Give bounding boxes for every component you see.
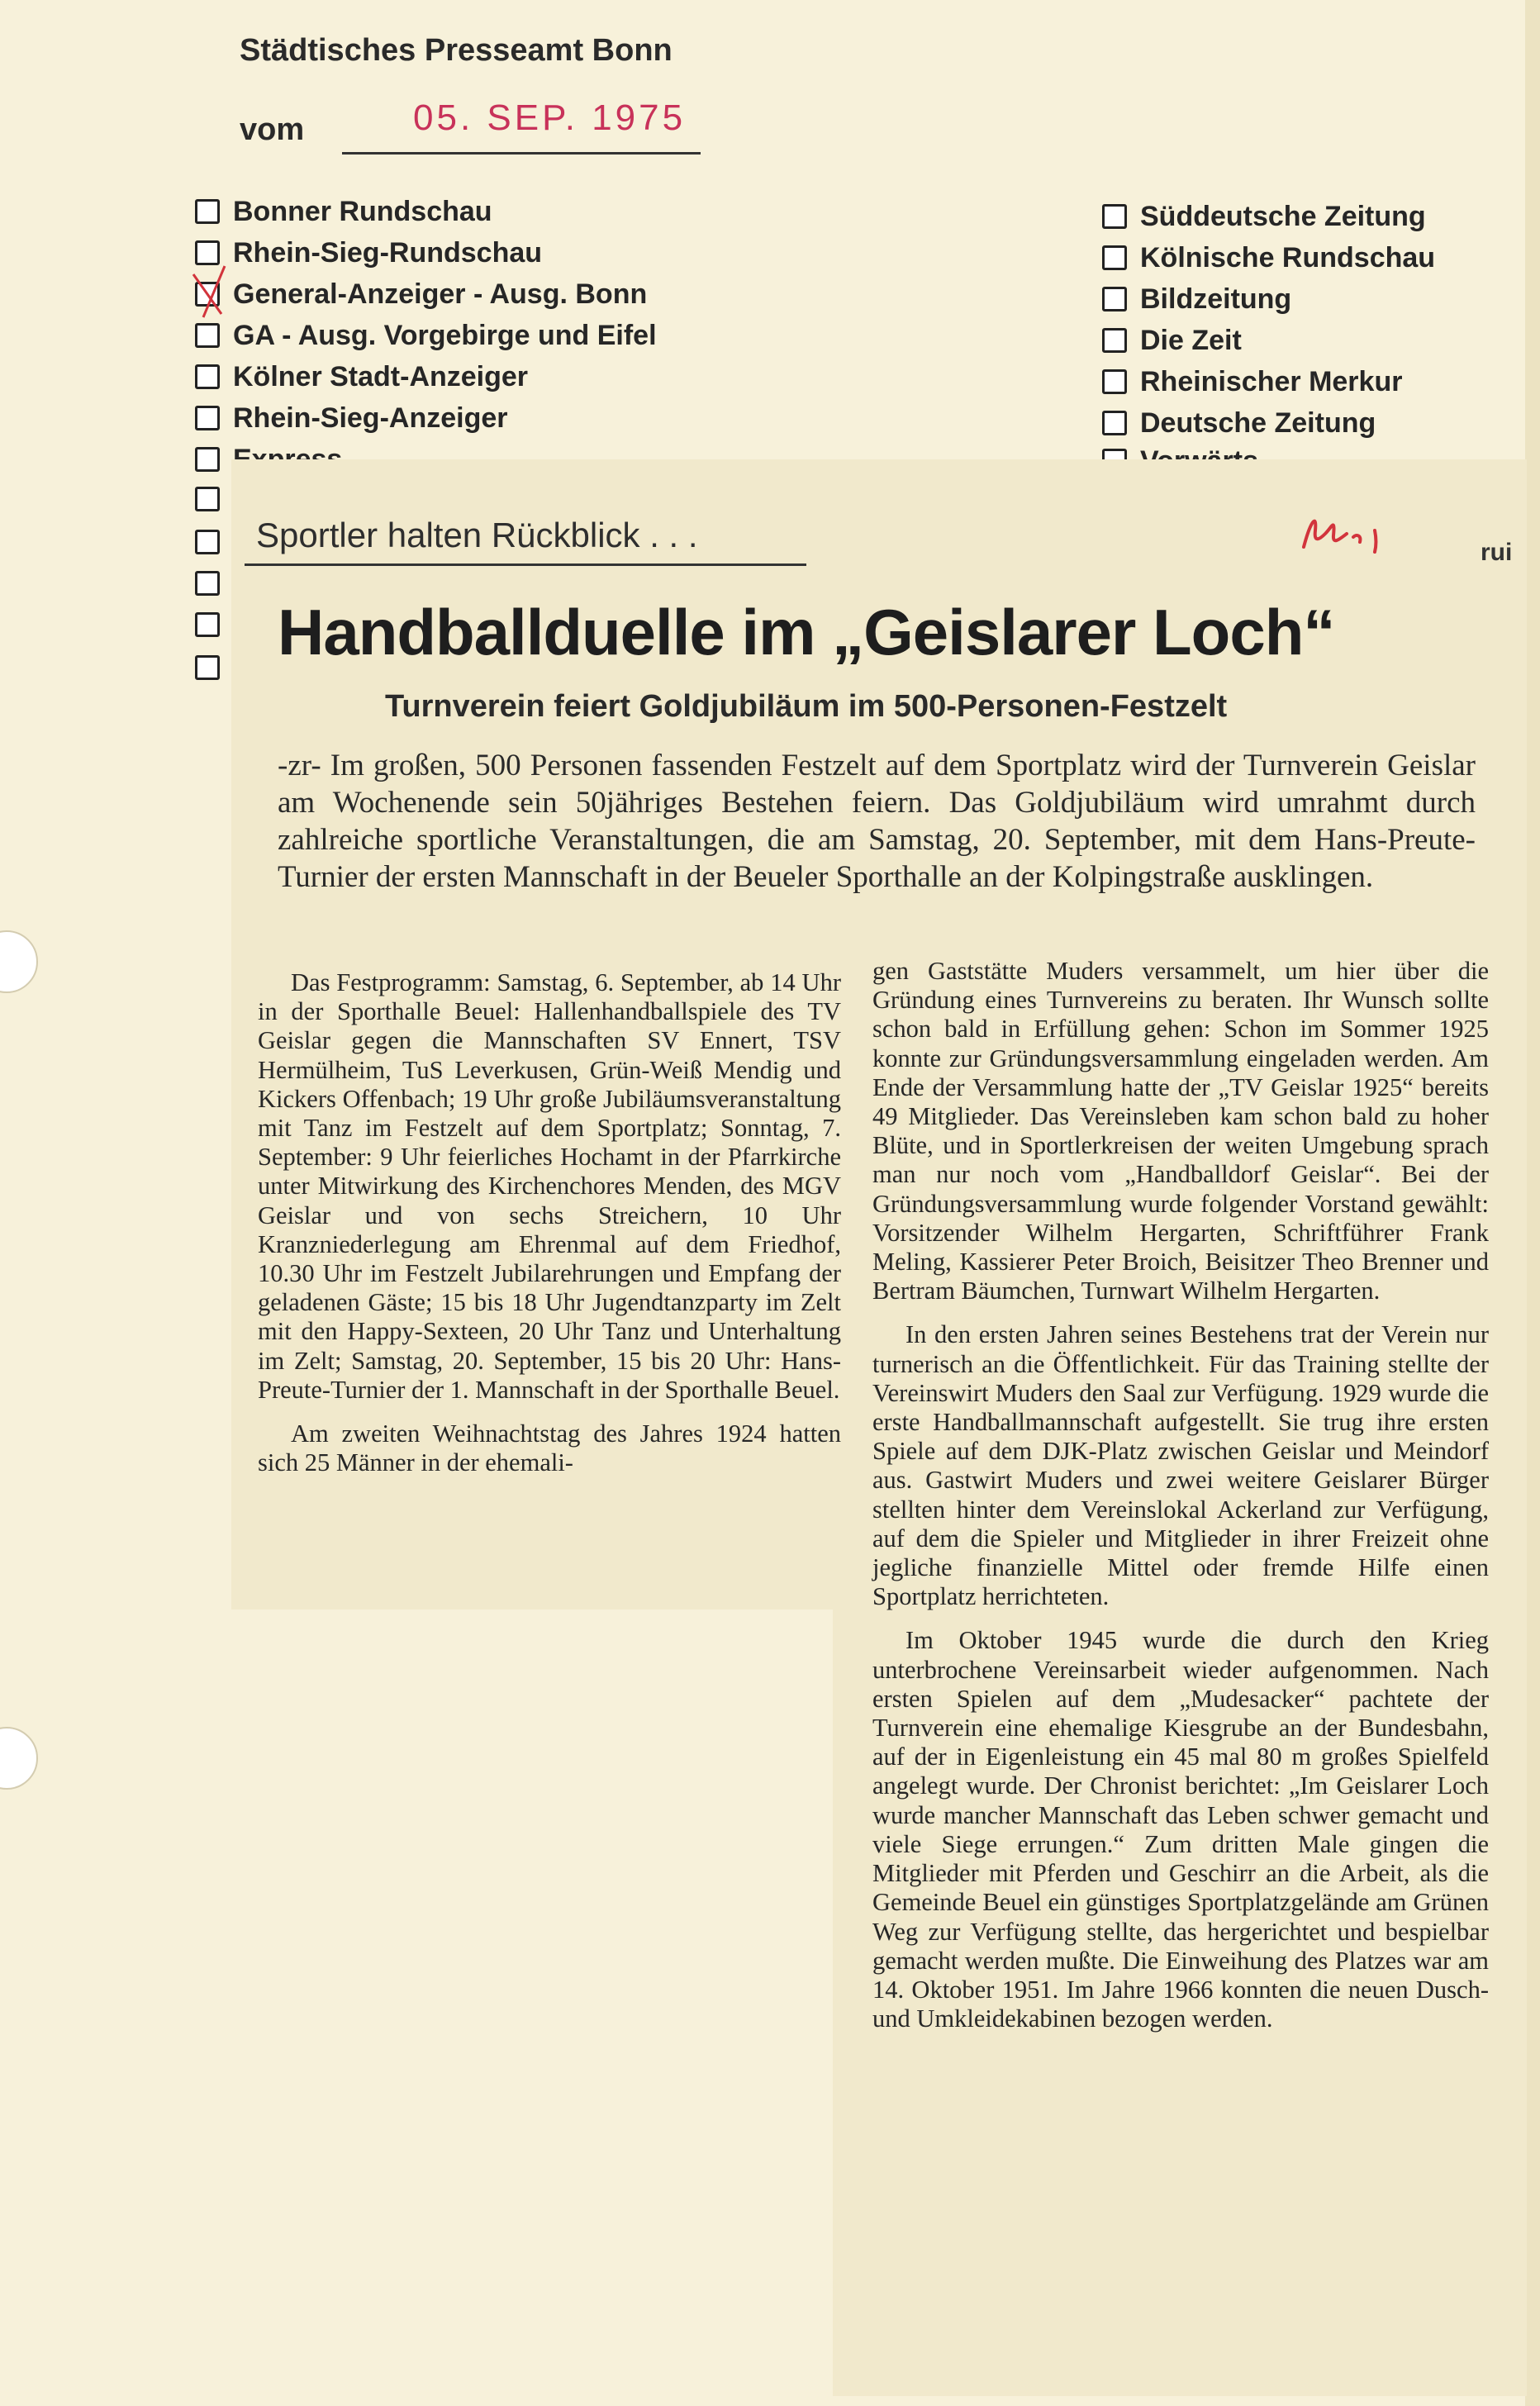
checkbox[interactable] <box>195 612 220 637</box>
newspaper-option[interactable] <box>1102 364 1402 400</box>
newspaper-option[interactable] <box>195 565 220 602</box>
checkbox[interactable] <box>195 655 220 680</box>
paragraph: Im Oktober 1945 wurde die durch den Krieg unterbrochene Vereinsarbeit wieder aufgenommen. Nach ersten Spielen auf dem „Mudesacker“ pachtete der Turnverein eine ehemalige Kiesgrube an der Bundesbahn, auf der in Eigenleistung ein 45 mal 80 m großes Spielfeld angelegt wurde. Der Chronist berichtet: „Im Geislarer Loch wurde mancher Mannschaft das Leben schwer gemacht und viele Siege errungen.“ Zum dritten Male gingen die Mitglieder mit Pferden und Geschirr an die Arbeit, als die Gemeinde Beuel ein günstiges Sportplatzgelände am Grünen Weg zur Verfügung stellte, das hergerichtet und bespielbar gemacht werden mußte. Die Einweihung des Platzes war am 14. Oktober 1951. Im Jahre 1966 konnten die neuen Dusch- und Umkleidekabinen bezogen werden. <box>872 1626 1489 2033</box>
red-check-mark-icon <box>188 263 235 321</box>
newspaper-option[interactable] <box>1102 198 1426 235</box>
checkbox[interactable] <box>1102 369 1127 394</box>
newspaper-label: GA - Ausg. Vorgebirge und Eifel <box>233 319 657 351</box>
date-underline <box>342 152 701 155</box>
vom-label: vom <box>240 112 305 147</box>
checkbox[interactable] <box>195 199 220 224</box>
checkbox[interactable] <box>195 406 220 430</box>
newspaper-option[interactable] <box>195 359 528 395</box>
newspaper-label: Rhein-Sieg-Anzeiger <box>233 402 508 434</box>
checkbox[interactable] <box>1102 411 1127 435</box>
newspaper-label: Deutsche Zeitung <box>1140 407 1376 439</box>
paragraph: In den ersten Jahren seines Bestehens trat der Verein nur turnerisch an die Öffentlichkeit. Für das Training stellte der Vereinswirt Muders den Saal zur Verfügung. 1929 wurde die erste Handballmannschaft aufgestellt. Sie trug ihre ersten Spiele auf dem DJK-Platz zwischen Geislar und Meindorf aus. Gastwirt Muders und zwei weitere Geislarer Bürger stellten hinter dem Vereinslokal Ackerland zur Verfügung, auf dem die Spieler und Mitglieder in ihrer Freizeit ohne jegliche finanzielle Mittel oder fremde Hilfe einen Sportplatz herrichteten. <box>872 1320 1489 1611</box>
checkbox[interactable] <box>1102 328 1127 353</box>
newspaper-option[interactable] <box>1102 281 1291 317</box>
article-column-right <box>872 957 1489 2048</box>
newspaper-option[interactable] <box>195 649 220 686</box>
kicker-rule <box>245 563 806 566</box>
newspaper-option[interactable] <box>195 606 220 643</box>
newspaper-option[interactable] <box>195 193 492 230</box>
checkbox[interactable] <box>195 364 220 389</box>
newspaper-option[interactable] <box>195 276 647 312</box>
article-column-left <box>258 968 841 1492</box>
newspaper-label: General-Anzeiger - Ausg. Bonn <box>233 278 648 310</box>
newspaper-option[interactable] <box>1102 322 1242 359</box>
checkbox[interactable] <box>195 447 220 472</box>
cut-off-text: rui <box>1481 539 1513 566</box>
article-kicker: Sportler halten Rückblick . . . <box>256 516 698 554</box>
newspaper-option[interactable] <box>195 317 657 354</box>
checkbox[interactable] <box>1102 287 1127 311</box>
office-title: Städtisches Presseamt Bonn <box>240 33 673 68</box>
checkbox[interactable] <box>195 571 220 596</box>
newspaper-label: Bildzeitung <box>1140 283 1292 315</box>
newspaper-label: Kölner Stadt-Anzeiger <box>233 360 529 392</box>
newspaper-label: Rheinischer Merkur <box>1140 365 1403 397</box>
checkbox[interactable] <box>195 240 220 265</box>
handwritten-initials <box>1295 506 1403 563</box>
checkbox[interactable] <box>1102 204 1127 229</box>
punch-hole-top <box>0 930 38 993</box>
date-stamp: 05. SEP. 1975 <box>413 97 687 138</box>
paragraph: Am zweiten Weihnachtstag des Jahres 1924 hatten sich 25 Männer in der ehemali- <box>258 1419 841 1477</box>
newspaper-label: Die Zeit <box>1140 324 1242 356</box>
newspaper-option[interactable] <box>1102 240 1435 276</box>
newspaper-option[interactable] <box>195 481 220 517</box>
newspaper-label: Bonner Rundschau <box>233 195 492 227</box>
paragraph: gen Gaststätte Muders versammelt, um hier über die Gründung eines Turnvereins zu beraten. Ihr Wunsch sollte schon bald in Erfüllung gehen: Schon im Sommer 1925 konnte zur Gründungsversammlung eingeladen werden. Am Ende der Versammlung hatte der „TV Geislar 1925“ bereits 49 Mitglieder. Das Vereinsleben kam schon bald zu hoher Blüte, und in Sportlerkreisen der weiten Umgebung sprach man nur noch vom „Handballdorf Geislar“. Bei der Gründungsversammlung wurde folgender Vorstand gewählt: Vorsitzender Wilhelm Hergarten, Schriftführer Frank Meling, Kassierer Peter Broich, Beisitzer Theo Brenner und Bertram Bäumchen, Turnwart Wilhelm Hergarten. <box>872 957 1489 1305</box>
article-lead: -zr- Im großen, 500 Personen fassenden Festzelt auf dem Sportplatz wird der Turnverein Geislar am Wochenende sein 50jähriges Bestehen feiern. Das Goldjubiläum wird umrahmt durch zahlreiche sportliche Veranstaltungen, die am Samstag, 20. September, mit dem Hans-Preute-Turnier der ersten Mannschaft in der Beueler Sporthalle an der Kolpingstraße ausklingen. <box>278 749 1476 894</box>
article-headline: Handballduelle im „Geislarer Loch“ <box>278 596 1335 668</box>
newspaper-label: Rhein-Sieg-Rundschau <box>233 236 543 269</box>
newspaper-option[interactable] <box>195 400 507 436</box>
checkbox[interactable] <box>195 530 220 554</box>
checkbox[interactable] <box>195 487 220 511</box>
article-subhead: Turnverein feiert Goldjubiläum im 500-Personen-Festzelt <box>385 689 1228 724</box>
newspaper-label: Kölnische Rundschau <box>1140 241 1436 273</box>
checkbox[interactable] <box>1102 245 1127 270</box>
sheet-edge <box>1525 0 1540 2406</box>
newspaper-option[interactable] <box>195 235 542 271</box>
newspaper-option[interactable] <box>1102 405 1376 441</box>
checkbox[interactable] <box>195 323 220 348</box>
paragraph: Das Festprogramm: Samstag, 6. September, ab 14 Uhr in der Sporthalle Beuel: Hallenhandballspiele des TV Geislar gegen die Mannschaften SV Ennert, TSV Hermülheim, TuS Leverkusen, Grün-Weiß Mendig und Kickers Offenbach; 19 Uhr große Jubiläumsveranstaltung mit Tanz im Festzelt auf dem Sportplatz; Sonntag, 7. September: 9 Uhr feierliches Hochamt in der Pfarrkirche unter Mitwirkung des Kirchenchores Menden, des MGV Geislar und von sechs Streichern, 10 Uhr Kranzniederlegung am Ehrenmal auf dem Friedhof, 10.30 Uhr im Festzelt Jubilarehrungen und Empfang der geladenen Gäste; 15 bis 18 Uhr Jugendtanzparty im Zelt mit den Happy-Sexteen, 20 Uhr Tanz und Unterhaltung im Zelt; Samstag, 20. September, 15 bis 20 Uhr: Hans-Preute-Turnier der 1. Mannschaft in der Sporthalle Beuel. <box>258 968 841 1404</box>
newspaper-label: Süddeutsche Zeitung <box>1140 200 1426 232</box>
newspaper-option[interactable] <box>195 524 220 560</box>
punch-hole-bottom <box>0 1727 38 1790</box>
